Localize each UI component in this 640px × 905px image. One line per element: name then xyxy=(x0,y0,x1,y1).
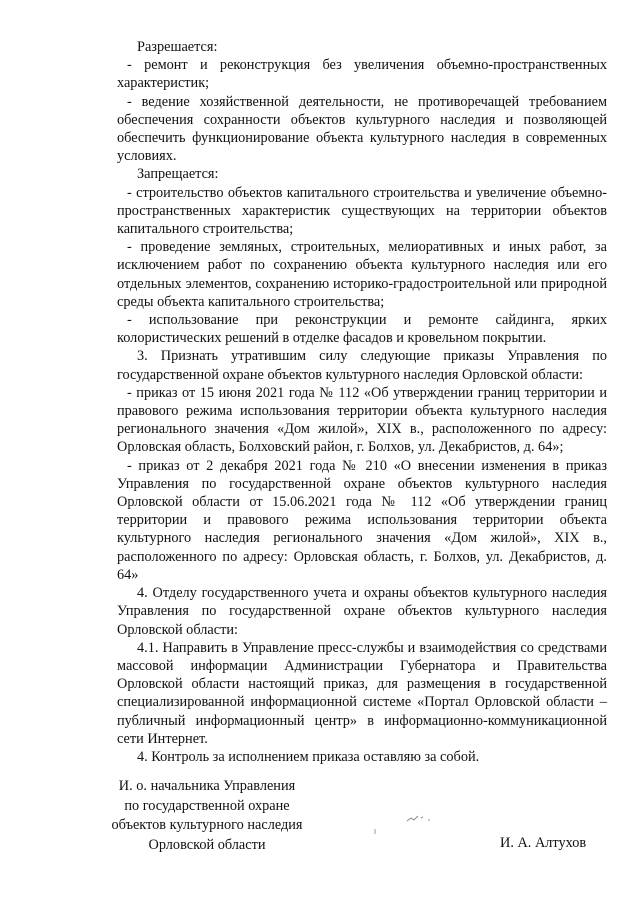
signatory-line: по государственной охране xyxy=(124,797,290,814)
signatory-position xyxy=(92,777,322,855)
forbidden-item: - проведение земляных, строительных, мелиоративных и иных работ, за исключением работ по сохранению объекта культурного наследия или его отдельных элементов, сохранению историко-градостроительной или природной среды объекта капитального строительства; xyxy=(117,239,607,310)
signature-scribble xyxy=(405,812,435,824)
allowed-heading: Разрешается: xyxy=(137,39,218,55)
signatory-line: объектов культурного наследия xyxy=(111,817,303,834)
item-control: 4. Контроль за исполнением приказа оставляю за собой. xyxy=(137,748,480,765)
signatory-line: И. о. начальника Управления xyxy=(118,778,296,794)
repealed-order: - приказ от 15 июня 2021 года № 112 «Об утверждении границ территории и правового режима использования территории объекта культурного наследия регионального значения «Дом жилой», XIX в., расположенного по адресу: Орловская область, Болховский район, г. Болхов, ул. Декабристов, д. 64»; xyxy=(117,384,607,456)
item-4-intro: 4. Отделу государственного учета и охраны объектов культурного наследия Управления по государственной охране объектов культурного наследия Орловской области: xyxy=(117,585,607,638)
allowed-item: - ремонт и реконструкция без увеличения объемно-пространственных характеристик; xyxy=(117,57,607,92)
forbidden-item: - строительство объектов капитального строительства и увеличение объемно-пространственных характеристик существующих на территории объектов капитального строительства; xyxy=(117,184,607,238)
forbidden-item: - использование при реконструкции и ремонте сайдинга, ярких колористических решений в отделке фасадов и кровельном покрытии. xyxy=(117,312,607,347)
scan-speck xyxy=(372,828,378,836)
forbidden-heading: Запрещается: xyxy=(137,166,219,183)
item-3-intro: 3. Признать утратившим силу следующие приказы Управления по государственной охране объектов культурного наследия Орловской области: xyxy=(117,348,607,383)
order-body xyxy=(117,38,607,766)
repealed-order: - приказ от 2 декабря 2021 года № 210 «О внесении изменения в приказ Управления по государственной охране объектов культурного наследия Орловской области от 15.06.2021 года № 112 «Об утверждении границ территории и правового режима использования территории объекта культурного наследия регионального значения «Дом жилой», XIX в., расположенного по адресу: Орловская область, г. Болхов, ул. Декабристов, д. 64» xyxy=(117,457,607,583)
item-4-1: 4.1. Направить в Управление пресс-службы и взаимодействия со средствами массовой информации Администрации Губернатора и Правительства Орловской области настоящий приказ, для размещения в государственной специализированной информационной системе «Портал Орловской области – публичный информационный центр» в информационно-коммуникационной сети Интернет. xyxy=(117,639,607,747)
allowed-item: - ведение хозяйственной деятельности, не противоречащей требованием обеспечения сохранности объектов культурного наследия и позволяющей обеспечить функционирование объекта культурного наследия в современных условиях. xyxy=(117,93,607,165)
signatory-line: Орловской области xyxy=(148,836,266,853)
signatory-name: И. А. Алтухов xyxy=(500,835,587,851)
